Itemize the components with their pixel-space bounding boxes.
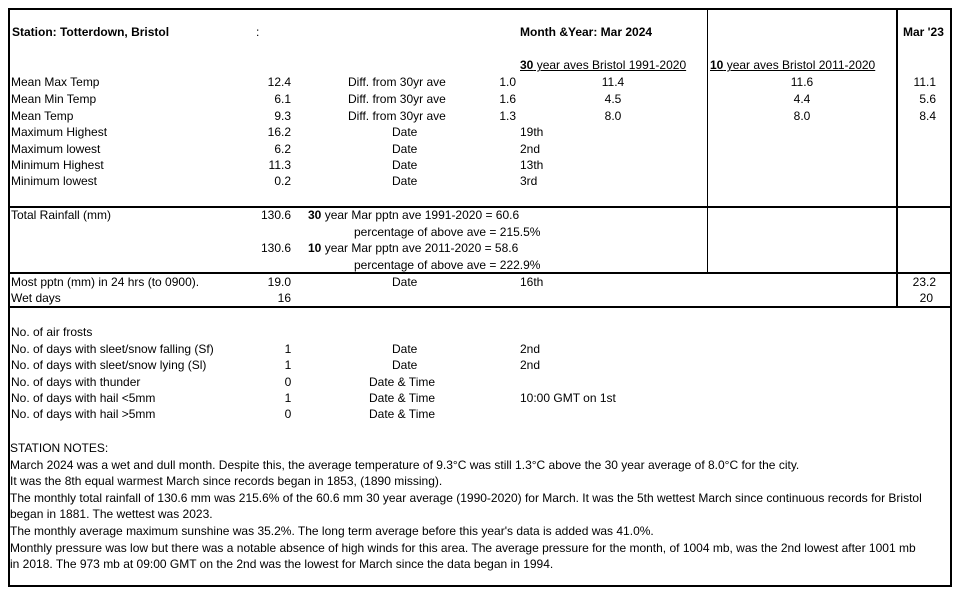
ave30-years-bold: 30 (520, 58, 534, 72)
date-label: Date & Time (369, 407, 436, 421)
date-label: Date (392, 158, 418, 172)
row-label: No. of air frosts (11, 325, 93, 339)
ave10-value: 11.6 (790, 75, 814, 89)
date-value: 10:00 GMT on 1st (520, 391, 616, 405)
row-label: No. of days with sleet/snow lying (Sl) (11, 358, 207, 372)
notes-line: March 2024 was a wet and dull month. Despite this, the average temperature of 9.3°C was still 1.3°C above the 30 year average of 8.0°C for the city. (10, 457, 800, 472)
date-label: Date & Time (369, 375, 436, 389)
row-value: 0 (284, 375, 292, 389)
ave10-subheader-text: year aves Bristol 2011-2020 (723, 58, 876, 72)
row-value: 12.4 (267, 75, 291, 89)
most-pptn-prev: 23.2 (912, 275, 936, 289)
diff-label: Diff. from 30yr ave (348, 92, 446, 106)
diff-label: Diff. from 30yr ave (348, 109, 446, 123)
date-label: Date (392, 142, 418, 156)
row-label: No. of days with thunder (11, 375, 141, 389)
row-value: 11.3 (268, 158, 291, 172)
station-title: Station: Totterdown, Bristol (12, 25, 170, 39)
ave30-subheader-text: year aves Bristol 1991-2020 (533, 58, 687, 72)
rainfall-ave10-years: 10 (308, 241, 322, 255)
station-colon: : (256, 25, 260, 39)
row-value: 6.1 (274, 92, 291, 106)
date-label: Date (392, 174, 418, 188)
notes-line: Monthly pressure was low but there was a notable absence of high winds for this area. The average pressure for the month, of 1004 mb, was the 2nd lowest after 1001 mb in 2018. The 973 mb at 09:00 GMT on the 2nd was the lowest for March since the data began in 1994. (10, 540, 916, 572)
diff-value: 1.0 (499, 75, 516, 89)
date-label: Date (392, 358, 418, 372)
prev-year-column-divider (896, 9, 898, 307)
ave10-value: 8.0 (793, 109, 811, 123)
date-value: 13th (520, 158, 544, 172)
prev-year-value: 8.4 (919, 109, 936, 123)
rainfall-ave30-text: year Mar pptn ave 1991-2020 = 60.6 (321, 208, 520, 222)
rainfall-ave30-years: 30 (308, 208, 322, 222)
most-pptn-value: 19.0 (267, 275, 291, 289)
rainfall-pct30-line: percentage of above ave = 215.5% (354, 225, 541, 239)
diff-value: 1.3 (499, 109, 516, 123)
row-label: Minimum lowest (11, 174, 98, 188)
row-value: 0 (284, 407, 292, 421)
rainfall-value: 130.6 (260, 208, 291, 222)
most-pptn-label: Most pptn (mm) in 24 hrs (to 0900). (11, 275, 200, 289)
prev-year-value: 5.6 (919, 92, 936, 106)
notes-line: The monthly total rainfall of 130.6 mm was 215.6% of the 60.6 mm 30 year average (1990-2020) for March. It was the 5th wettest March since continuous records for Bristol began in 1881. The wettest was 2023. (10, 490, 922, 522)
date-label: Date (392, 125, 418, 139)
row-label: Mean Min Temp (11, 92, 97, 106)
date-value: 2nd (520, 358, 541, 372)
top-border (8, 8, 952, 10)
most-pptn-date: 16th (520, 275, 544, 289)
row-label: Maximum Highest (11, 125, 108, 139)
ave10-value: 4.4 (793, 92, 811, 106)
rainfall-ave10-text: year Mar pptn ave 2011-2020 = 58.6 (321, 241, 519, 255)
row-value: 16.2 (267, 125, 291, 139)
row-value: 0.2 (274, 174, 291, 188)
station-notes (10, 440, 925, 573)
row-label: No. of days with hail <5mm (11, 391, 156, 405)
rainfall-pct10-line: percentage of above ave = 222.9% (354, 258, 541, 272)
rainfall-value-2: 130.6 (260, 241, 291, 255)
row-value: 1 (284, 358, 292, 372)
notes-title: STATION NOTES: (10, 441, 109, 455)
prev-year-title: Mar '23 (903, 25, 944, 39)
wet-days-prev: 20 (919, 291, 933, 305)
row-label: Mean Temp (11, 109, 74, 123)
date-value: 19th (520, 125, 544, 139)
row-value: 1 (284, 391, 292, 405)
row-value: 6.2 (274, 142, 291, 156)
rainfall-ave10-line (308, 240, 518, 256)
row-value: 9.3 (274, 109, 291, 123)
month-year-title: Month &Year: Mar 2024 (520, 25, 653, 39)
notes-line: The monthly average maximum sunshine was 35.2%. The long term average before this year's data is added was 41.0%. (10, 523, 654, 538)
diff-label: Diff. from 30yr ave (348, 75, 446, 89)
wet-days-label: Wet days (11, 291, 61, 305)
row-value: 1 (284, 342, 292, 356)
most-pptn-date-label: Date (392, 275, 418, 289)
row-label: No. of days with hail >5mm (11, 407, 156, 421)
row-label: No. of days with sleet/snow falling (Sf) (11, 342, 214, 356)
ave10-subheader (710, 57, 875, 73)
ave10-years-bold: 10 (710, 58, 724, 72)
date-value: 3rd (520, 174, 538, 188)
row-label: Minimum Highest (11, 158, 104, 172)
date-value: 2nd (520, 142, 541, 156)
rainfall-label: Total Rainfall (mm) (11, 208, 112, 222)
right-border (950, 8, 952, 587)
wet-days-value: 16 (277, 291, 291, 305)
ave30-value: 4.5 (604, 92, 622, 106)
prev-year-value: 11.1 (913, 75, 936, 89)
notes-line: It was the 8th equal warmest March since records began in 1853, (1890 missing). (10, 474, 443, 489)
ave30-value: 11.4 (601, 75, 625, 89)
rainfall-ave30-line (308, 207, 519, 223)
ave30-value: 8.0 (604, 109, 622, 123)
row-label: Maximum lowest (11, 142, 101, 156)
date-value: 2nd (520, 342, 541, 356)
ave10-column-divider (707, 9, 708, 273)
bottom-border (8, 585, 952, 587)
date-label: Date (392, 342, 418, 356)
date-label: Date & Time (369, 391, 436, 405)
events-section-divider (8, 306, 952, 308)
row-label: Mean Max Temp (11, 75, 100, 89)
ave30-subheader (520, 57, 686, 73)
diff-value: 1.6 (499, 92, 516, 106)
